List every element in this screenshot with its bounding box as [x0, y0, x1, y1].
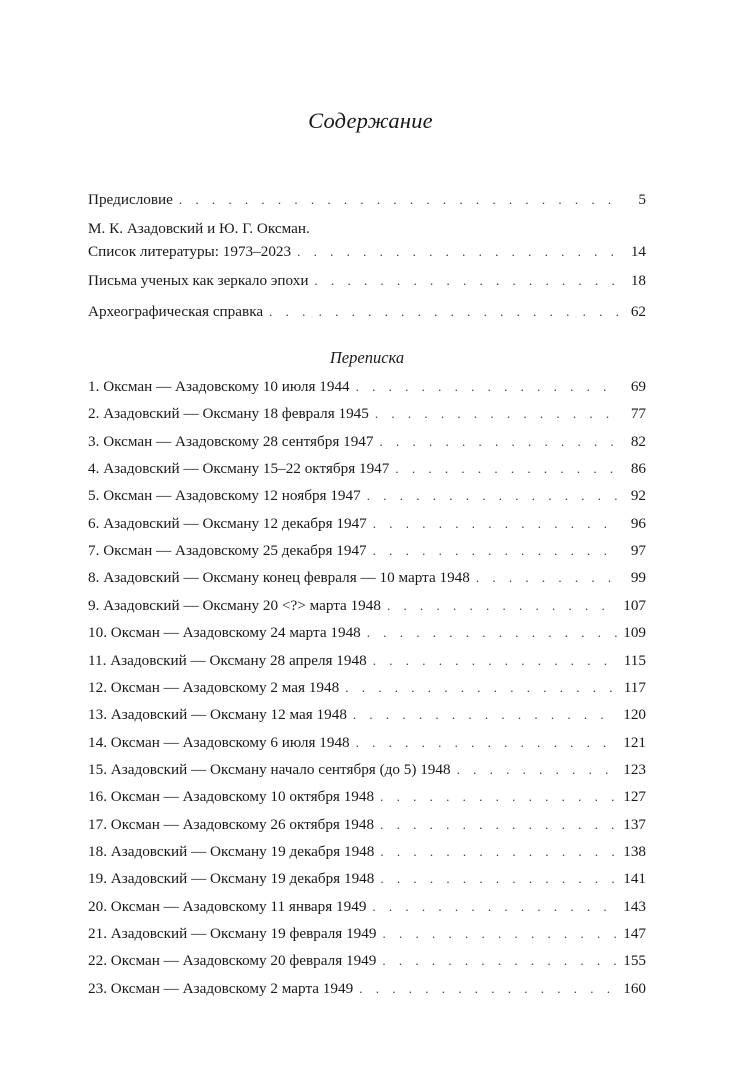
toc-entry-page: 92	[630, 487, 646, 505]
toc-entry-letter[interactable]	[88, 733, 646, 753]
dot-leader	[179, 190, 618, 210]
toc-entry-letter[interactable]	[88, 377, 646, 397]
toc-entry-page: 127	[623, 788, 646, 806]
dot-leader	[356, 377, 618, 397]
toc-entry-title: 6. Азадовский — Оксману 12 декабря 1947	[88, 514, 367, 532]
toc-entry-title: 16. Оксман — Азадовскому 10 октября 1948	[88, 788, 375, 806]
dot-leader	[297, 242, 618, 262]
toc-entry-page: 117	[623, 678, 646, 696]
toc-entry-title: 9. Азадовский — Оксману 20 <?> марта 1948	[88, 596, 381, 614]
dot-leader	[314, 271, 618, 291]
toc-entry-letter[interactable]	[88, 404, 646, 424]
toc-entry-page: 141	[623, 870, 646, 888]
toc-entry-title: 14. Оксман — Азадовскому 6 июля 1948	[88, 733, 350, 751]
dot-leader	[269, 302, 618, 322]
toc-entry-title-line1: М. К. Азадовский и Ю. Г. Оксман.	[88, 220, 310, 237]
toc-entry-page: 14	[630, 243, 646, 260]
toc-entry-title: 19. Азадовский — Оксману 19 декабря 1948	[88, 870, 375, 888]
toc-entry-title: 18. Азадовский — Оксману 19 декабря 1948	[88, 842, 375, 860]
toc-entry-letter[interactable]	[88, 432, 646, 452]
dot-leader	[345, 678, 618, 698]
toc-entry-letter[interactable]	[88, 678, 646, 698]
toc-entry-title: Список литературы: 1973–2023	[88, 243, 292, 260]
toc-entry-page: 123	[623, 760, 646, 778]
toc-entry-title: 20. Оксман — Азадовскому 11 января 1949	[88, 897, 367, 915]
dot-leader	[395, 459, 618, 479]
dot-leader	[387, 596, 617, 616]
toc-entry-letter[interactable]	[88, 760, 646, 780]
dot-leader	[476, 568, 618, 588]
toc-entry-title: 15. Азадовский — Оксману начало сентября (до 5) 1948	[88, 760, 451, 778]
dot-leader	[382, 924, 617, 944]
toc-entry-title: Письма ученых как зеркало эпохи	[88, 272, 309, 289]
toc-entry-letter[interactable]	[88, 651, 646, 671]
toc-entry-title: 8. Азадовский — Оксману конец февраля — 10 марта 1948	[88, 569, 470, 587]
toc-entry-page: 115	[623, 651, 646, 669]
toc-entry-letter[interactable]	[88, 623, 646, 643]
toc-entry-letter[interactable]	[88, 541, 646, 561]
toc-entry-foreword[interactable]	[88, 190, 646, 210]
toc-entry-page: 121	[623, 733, 646, 751]
toc-entry-letter[interactable]	[88, 787, 646, 807]
toc-entry-page: 137	[623, 815, 646, 833]
toc-entry-title: 5. Оксман — Азадовскому 12 ноября 1947	[88, 487, 361, 505]
toc-entry-page: 96	[630, 514, 646, 532]
dot-leader	[380, 815, 617, 835]
toc-entry-letter[interactable]	[88, 897, 646, 917]
section-heading: Переписка	[329, 348, 405, 367]
toc-entry-letter[interactable]	[88, 705, 646, 725]
toc-entry-letter[interactable]	[88, 459, 646, 479]
toc-entry-letter[interactable]	[88, 568, 646, 588]
toc-entry-title: 13. Азадовский — Оксману 12 мая 1948	[88, 706, 347, 724]
toc-entry-page: 86	[630, 460, 646, 478]
toc-entry-bibliography[interactable]	[88, 242, 646, 262]
dot-leader	[373, 514, 618, 534]
dot-leader	[380, 869, 617, 889]
dot-leader	[380, 842, 617, 862]
toc-entry-page: 18	[630, 272, 646, 289]
toc-entry-title: 2. Азадовский — Оксману 18 февраля 1945	[88, 405, 369, 423]
toc-entry-page: 82	[630, 432, 646, 450]
toc-entry-letter[interactable]	[88, 596, 646, 616]
toc-entry-title: 12. Оксман — Азадовскому 2 мая 1948	[88, 678, 340, 696]
toc-entry-letter[interactable]	[88, 514, 646, 534]
toc-entry-page: 69	[630, 378, 646, 395]
toc-entry-letter[interactable]	[88, 869, 646, 889]
toc-entry-letters-essay[interactable]	[88, 271, 646, 291]
dot-leader	[380, 787, 617, 807]
toc-entry-letter[interactable]	[88, 924, 646, 944]
toc-entry-archeographic-note[interactable]	[88, 302, 646, 322]
toc-entry-title: 17. Оксман — Азадовскому 26 октября 1948	[88, 815, 375, 833]
dot-leader	[375, 404, 618, 424]
toc-entry-title: 23. Оксман — Азадовскому 2 марта 1949	[88, 979, 354, 997]
dot-leader	[373, 651, 618, 671]
toc-entry-page: 138	[623, 842, 646, 860]
toc-entry-page: 120	[623, 706, 646, 724]
dot-leader	[382, 951, 617, 971]
dot-leader	[373, 541, 618, 561]
dot-leader	[359, 979, 617, 999]
toc-entry-page: 77	[630, 405, 646, 423]
toc-entry-letter[interactable]	[88, 979, 646, 999]
toc-entry-title: 10. Оксман — Азадовскому 24 марта 1948	[88, 624, 361, 642]
toc-entry-title: 21. Азадовский — Оксману 19 февраля 1949	[88, 925, 377, 942]
dot-leader	[380, 432, 619, 452]
dot-leader	[353, 705, 617, 725]
toc-entry-page: 143	[623, 897, 646, 915]
toc-entry-page: 155	[623, 952, 646, 970]
toc-entry-title: 3. Оксман — Азадовскому 28 сентября 1947	[88, 432, 374, 450]
toc-entry-letter[interactable]	[88, 951, 646, 971]
dot-leader	[367, 486, 618, 506]
toc-entry-page: 147	[623, 925, 646, 942]
toc-entry-title: 11. Азадовский — Оксману 28 апреля 1948	[88, 651, 367, 669]
dot-leader	[372, 897, 617, 917]
toc-entry-title: 22. Оксман — Азадовскому 20 февраля 1949	[88, 952, 377, 970]
toc-entry-page: 109	[623, 624, 646, 642]
toc-entry-page: 107	[623, 596, 646, 614]
toc-entry-title: 7. Оксман — Азадовскому 25 декабря 1947	[88, 542, 367, 560]
toc-entry-title: Археографическая справка	[88, 303, 264, 320]
toc-entry-page: 5	[638, 191, 646, 208]
toc-entry-title: 4. Азадовский — Оксману 15–22 октября 1947	[88, 460, 390, 478]
page-title: Содержание	[308, 108, 433, 133]
toc-entry-title: 1. Оксман — Азадовскому 10 июля 1944	[88, 378, 350, 395]
toc-entry-letter[interactable]	[88, 486, 646, 506]
dot-leader	[367, 623, 617, 643]
toc-entry-page: 99	[630, 569, 646, 587]
toc-entry-letter[interactable]	[88, 815, 646, 835]
toc-entry-letter[interactable]	[88, 842, 646, 862]
toc-entry-page: 62	[630, 303, 646, 320]
toc-entry-title: Предисловие	[88, 191, 173, 208]
dot-leader	[356, 733, 618, 753]
dot-leader	[457, 760, 618, 780]
toc-entry-page: 160	[623, 979, 646, 997]
toc-entry-page: 97	[630, 542, 646, 560]
